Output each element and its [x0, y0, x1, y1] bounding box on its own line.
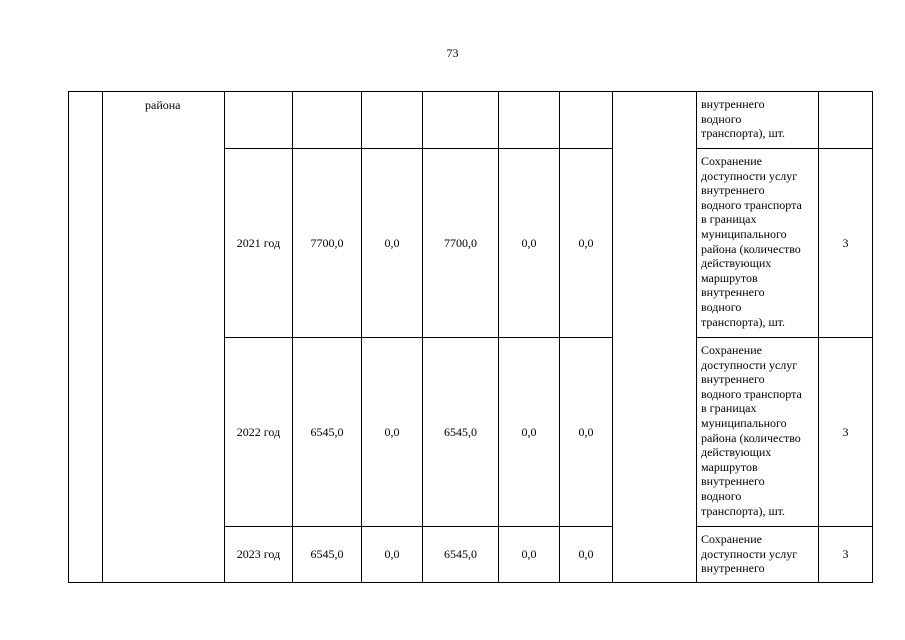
amount-cell: 0,0 [560, 149, 613, 338]
measure-name-cell: района [103, 92, 225, 583]
year-cell: 2023 год [225, 527, 293, 583]
amount-cell: 6545,0 [423, 338, 499, 527]
amount-cell [499, 92, 560, 149]
year-cell [225, 92, 293, 149]
amount-cell: 0,0 [560, 527, 613, 583]
year-cell: 2022 год [225, 338, 293, 527]
amount-cell: 0,0 [499, 149, 560, 338]
program-table [68, 91, 873, 583]
amount-cell [560, 92, 613, 149]
page-number: 73 [446, 46, 459, 60]
indicator-value-cell: 3 [819, 149, 873, 338]
total-cell [293, 92, 362, 149]
indicator-value-cell: 3 [819, 527, 873, 583]
total-cell: 6545,0 [293, 527, 362, 583]
amount-cell [423, 92, 499, 149]
indicator-description-cell: Сохранение доступности услуг внутреннего [697, 527, 819, 583]
total-cell: 6545,0 [293, 338, 362, 527]
amount-cell: 7700,0 [423, 149, 499, 338]
amount-cell [362, 92, 423, 149]
indicator-description-cell: Сохранение доступности услуг внутреннего водного транспорта в границах муниципального района (количество действующих маршрутов внутреннего водного транспорта), шт. [697, 338, 819, 527]
year-cell: 2021 год [225, 149, 293, 338]
indicator-value-cell: 3 [819, 338, 873, 527]
amount-cell: 0,0 [499, 338, 560, 527]
amount-cell: 0,0 [362, 338, 423, 527]
total-cell: 7700,0 [293, 149, 362, 338]
amount-cell: 0,0 [362, 527, 423, 583]
index-cell [69, 92, 103, 583]
amount-cell: 6545,0 [423, 527, 499, 583]
table-row-top [69, 92, 873, 149]
amount-cell: 0,0 [362, 149, 423, 338]
indicator-value-cell [819, 92, 873, 149]
amount-cell: 0,0 [560, 338, 613, 527]
indicator-description-cell: внутреннего водного транспорта), шт. [697, 92, 819, 149]
amount-cell: 0,0 [499, 527, 560, 583]
indicator-description-cell: Сохранение доступности услуг внутреннего водного транспорта в границах муниципального района (количество действующих маршрутов внутреннего водного транспорта), шт. [697, 149, 819, 338]
executor-cell [613, 92, 697, 583]
